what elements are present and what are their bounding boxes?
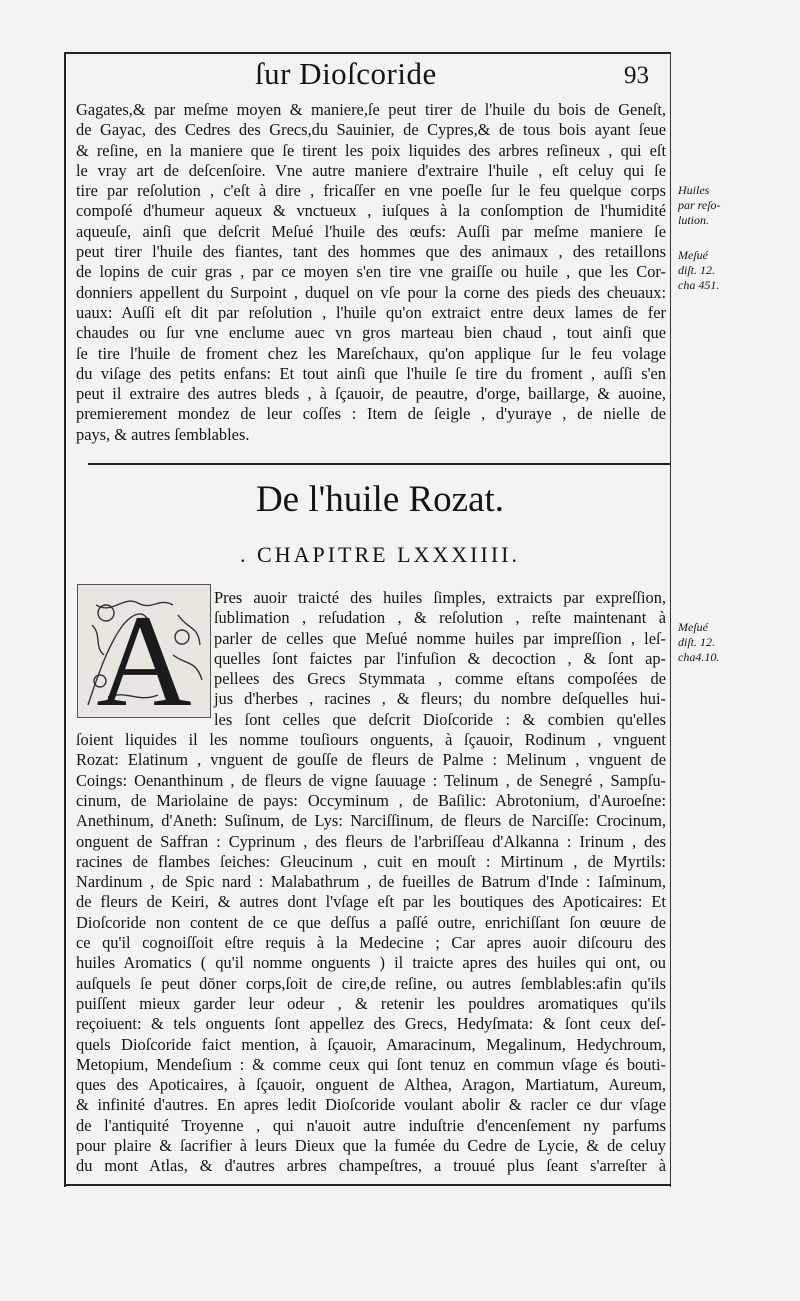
text-line: premierement mondez de leur coſſes : Item de ſeigle , d'yuraye , de nielle de <box>76 404 666 424</box>
running-title: ſur Dioſcoride <box>255 56 437 91</box>
text-line: auſquels ſe peut dōner corps,ſoit de cire,de reſine, ou autres ſemblables:afin qu'ils <box>76 973 666 993</box>
text-line: Gagates,& par meſme moyen & maniere,ſe peut tirer de l'huile du bois de Geneſt, <box>76 100 666 119</box>
text-line: de fleurs de Keiri, & autres dont l'vſage eſt par les boutiques des Apoticaires: Et <box>76 892 666 912</box>
text-line: parler de celles que Meſué nomme huiles par impreſſion , leſ- <box>214 628 666 648</box>
text-line: les ſont celles que deſcrit Dioſcoride : & combien qu'elles <box>214 709 666 729</box>
text-line: Coings: Oenanthinum , de fleurs de vigne ſauuage : Telinum , de Senegré , Sampſu- <box>76 770 666 790</box>
text-line: jus d'herbes , racines , & fleurs; du nombre deſquelles hui- <box>214 689 666 709</box>
frame-right-rule <box>670 52 671 1187</box>
text-line: puiſſent mieux garder leur odeur , & retenir les pouldres aromatiques qu'ils <box>76 993 666 1013</box>
text-line: Pres auoir traicté des huiles ſimples, extraicts par expreſſion, <box>214 588 666 607</box>
text-line: le vray art de deſcenſoire. Vne autre maniere d'extraire l'huile , eſt celuy qui ſe <box>76 160 666 180</box>
text-line: chaudes ou ſur vne enclume auec vn gros marteau bien chaud , tout ainſi que <box>76 323 666 343</box>
text-line: ſoient liquides il les nomme touſiours onguents, à ſçauoir, Rodinum , vnguent <box>76 730 666 750</box>
margin-note-line: cha 451. <box>678 278 720 292</box>
text-line: aqueuſe, ainſi que deſcrit Meſué l'huile des œufs: Auſſi par meſme maniere ſe <box>76 221 666 241</box>
text-line: de Gayac, des Cedres des Grecs,du Sauinier, de Cypres,& de tous bois ayant ſeue <box>76 120 666 140</box>
text-line: quels Dioſcoride faict mention, à ſçauoir, Amaracinum, Megalinum, Hedychroum, <box>76 1034 666 1054</box>
text-line: Rozat: Elatinum , vnguent de gouſſe de fleurs de Palme : Melinum , vnguent de <box>76 750 666 770</box>
text-line: racines de flambes ſeiches: Gleucinum , cuit en mouſt : Mirtinum , de Myrtils: <box>76 851 666 871</box>
text-line: uaux: Auſſi eſt dit par reſolution , l'huile qu'on extraict entre deux lames de fer <box>76 302 666 322</box>
text-line: huiles Aromatics ( qu'il nomme onguents ) il traicte apres des huiles qui ont, ou <box>76 953 666 973</box>
text-line: pays, & autres ſemblables. <box>76 424 250 444</box>
frame-left-rule <box>64 52 66 1187</box>
text-line: Nardinum , de Spic nard : Malabathrum , de fueilles de Batrum d'Inde : Iaſminum, <box>76 872 666 892</box>
text-line: peut tirer l'huile des fiantes, tant des hommes que des animaux , des retaillons <box>76 242 666 262</box>
text-line: pellees des Grecs Stymmata , comme eſtans compoſées de <box>214 669 666 689</box>
top-paragraph <box>76 100 666 445</box>
page-number: 93 <box>624 62 649 89</box>
margin-note-line: diſt. 12. <box>678 635 716 649</box>
text-line: & infinité d'autres. En apres ledit Dioſcoride voulant abolir & racler ce dur vſage <box>76 1095 666 1115</box>
text-line: du mont Atlas, & d'autres arbres champeſtres, a trouué plus ſeant s'arreſter à <box>76 1156 666 1176</box>
text-line: tire par reſolution , c'eſt à dire , fricaſſer en vne poeſle ſur le feu quelque corps <box>76 181 666 201</box>
margin-note-line: cha4.10. <box>678 650 720 664</box>
text-line: ques des Apoticaires, à ſçauoir, onguent de Althea, Aragon, Martiatum, Aureum, <box>76 1075 666 1095</box>
margin-note-line: Huiles <box>678 183 710 197</box>
text-line: ſublimation , reſudation , & reſolution , reſte maintenant à <box>214 608 666 628</box>
margin-note-line: lution. <box>678 213 710 227</box>
text-line: Dioſcoride non content de ce que deſſus a paſſé outre, enrichiſſant ſon œuure de <box>76 912 666 932</box>
text-line: & reſine, en la maniere que ſe tirent les poix liquides des arbres reſineux , qui eſt <box>76 140 666 160</box>
text-line: du viſage des petits enfans: Et tout ainſi que l'huile ſe tire du froment , auſſi s'en <box>76 363 666 383</box>
text-line: reçoiuent: & tels onguents ſont appellez des Grecs, Hedyſmata: & ſont ceux deſ- <box>76 1014 666 1034</box>
text-line: cinum, de Mariolaine de pays: Occyminum , de Baſilic: Abrotonium, d'Auroeſne: <box>76 790 666 810</box>
margin-note-line: Meſué <box>678 248 708 262</box>
text-line: onguent de Saffran : Cyprinum , des fleurs de l'arbriſſeau d'Alkanna : Irinum , des <box>76 831 666 851</box>
text-line: quelles ſont faictes par l'infuſion & decoction , & ſont ap- <box>214 648 666 668</box>
frame-top-rule <box>64 52 671 54</box>
text-line: donniers appellent du Surpoint , duquel on vſe pour la corne des pieds des cheuaux: <box>76 282 666 302</box>
margin-note-line: Meſué <box>678 620 708 634</box>
text-line: de l'antiquité Troyenne , qui n'auoit autre induſtrie d'encenſement ny parfums <box>76 1115 666 1135</box>
chapter-number: . CHAPITRE LXXXIIII. <box>240 542 520 567</box>
margin-note-line: par reſo- <box>678 198 721 212</box>
chapter-paragraph <box>76 588 666 1177</box>
margin-note <box>678 183 748 228</box>
text-line: compoſé d'humeur aqueux & vnctueux , iuſques à la conſomption de l'humidité <box>76 201 666 221</box>
text-line: ce qu'il cognoiſſoit eſtre requis à la Medecine ; Car apres auoir diſcouru des <box>76 933 666 953</box>
frame-bottom-rule <box>64 1184 671 1186</box>
margin-note <box>678 620 748 665</box>
margin-note-line: diſt. 12. <box>678 263 716 277</box>
chapter-title: De l'huile Rozat. <box>255 479 505 520</box>
section-divider-rule <box>88 463 670 465</box>
text-line: de lopins de cuir gras , par ce moyen s'en tire vne graiſſe ou huile , que les Cor- <box>76 262 666 282</box>
text-line: ſe tire l'huile de froment chez les Mareſchaux, qu'on applique ſur le feu volage <box>76 343 666 363</box>
text-line: peut il extraire des autres bleds , à ſçauoir, de peautre, d'orge, baillarge, & auoine, <box>76 384 666 404</box>
text-line: Anethinum, d'Aneth: Suſinum, de Lys: Narciſſinum, de fleurs de Narciſſe: Crocinum, <box>76 811 666 831</box>
text-line: Metopium, Mendeſium : & comme ceux qui ſont tenuz en commun vſage és bouti- <box>76 1054 666 1074</box>
svg-text:A: A <box>96 587 192 717</box>
margin-note <box>678 248 748 293</box>
text-line: pour plaire & ſacrifier à leurs Dieux que la fumée du Cedre de Lycie, & de celuy <box>76 1136 666 1156</box>
